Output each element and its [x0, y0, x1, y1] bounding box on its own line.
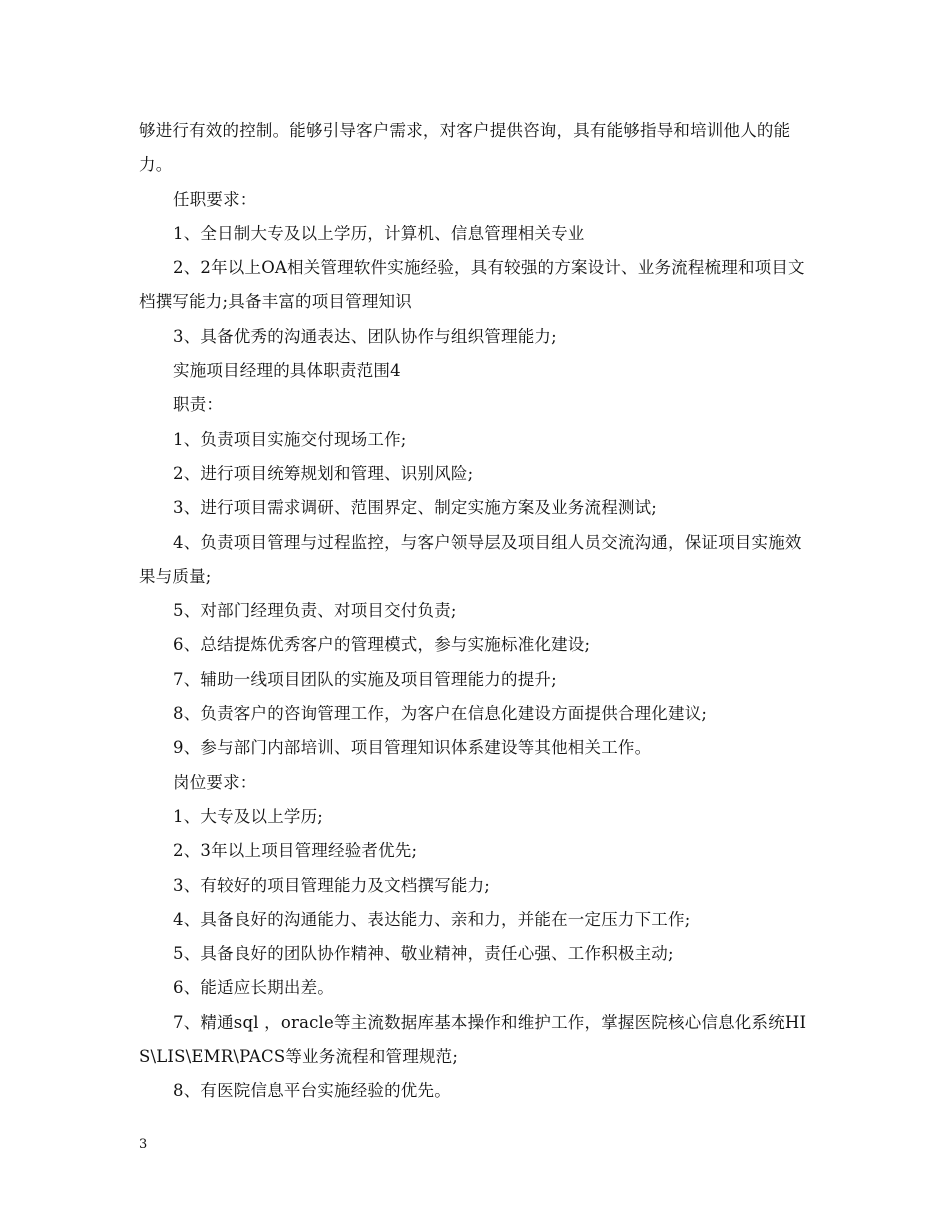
list-item: 8、有医院信息平台实施经验的优先。	[173, 1081, 451, 1101]
section-title: 实施项目经理的具体职责范围4	[173, 361, 401, 381]
list-item: 9、参与部门内部培训、项目管理知识体系建设等其他相关工作。	[173, 738, 652, 758]
list-item: 1、全日制大专及以上学历，计算机、信息管理相关专业	[173, 223, 585, 243]
list-item: 3、具备优秀的沟通表达、团队协作与组织管理能力;	[173, 326, 557, 346]
document-body	[139, 114, 815, 1109]
list-item: 8、负责客户的咨询管理工作，为客户在信息化建设方面提供合理化建议;	[173, 704, 708, 724]
list-item: 3、有较好的项目管理能力及文档撰写能力;	[173, 875, 491, 895]
list-item: 1、负责项目实施交付现场工作;	[173, 429, 407, 449]
list-item: 5、具备良好的团队协作精神、敬业精神，责任心强、工作积极主动;	[173, 944, 674, 964]
list-item: 6、总结提炼优秀客户的管理模式，参与实施标准化建设;	[173, 635, 591, 655]
list-item: 4、负责项目管理与过程监控，与客户领导层及项目组人员交流沟通，保证项目实施效果与质量;	[139, 532, 802, 586]
list-item: 7、辅助一线项目团队的实施及项目管理能力的提升;	[173, 669, 557, 689]
list-item: 5、对部门经理负责、对项目交付负责;	[173, 601, 457, 621]
heading-duties: 职责：	[173, 395, 224, 415]
paragraph-intro-continuation: 够进行有效的控制。能够引导客户需求，对客户提供咨询，具有能够指导和培训他人的能力。	[139, 121, 791, 175]
list-item: 2、2年以上OA相关管理软件实施经验，具有较强的方案设计、业务流程梳理和项目文档撰写能力;具备丰富的项目管理知识	[139, 258, 805, 312]
heading-job-requirements: 任职要求：	[173, 189, 257, 209]
list-item: 3、进行项目需求调研、范围界定、制定实施方案及业务流程测试;	[173, 498, 658, 518]
list-item: 7、精通sql ，oracle等主流数据库基本操作和维护工作，掌握医院核心信息化系统HIS\LIS\EMR\PACS等业务流程和管理规范;	[139, 1012, 807, 1067]
list-item: 6、能适应长期出差。	[173, 978, 334, 998]
page-number: 3	[139, 1137, 148, 1152]
heading-position-requirements: 岗位要求：	[173, 772, 257, 792]
list-item: 2、3年以上项目管理经验者优先;	[173, 841, 418, 861]
list-item: 4、具备良好的沟通能力、表达能力、亲和力，并能在一定压力下工作;	[173, 909, 691, 929]
list-item: 2、进行项目统筹规划和管理、识别风险;	[173, 463, 474, 483]
list-item: 1、大专及以上学历;	[173, 806, 324, 826]
